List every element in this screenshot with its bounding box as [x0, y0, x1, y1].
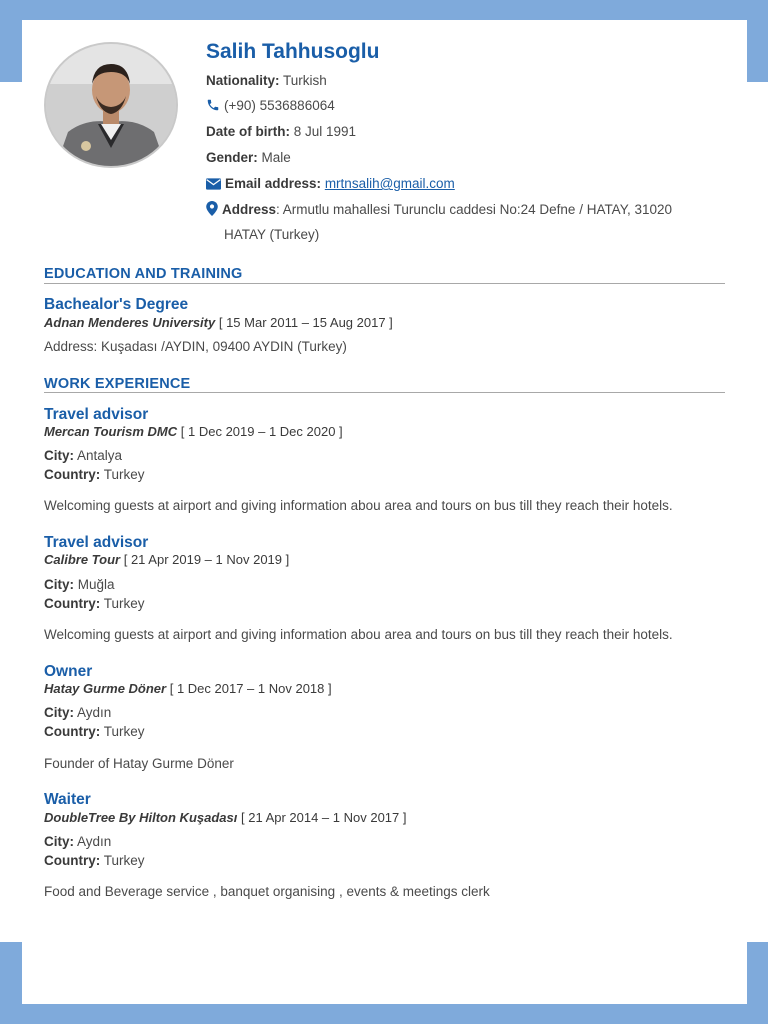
country-label: Country:	[44, 596, 101, 611]
gender-row	[206, 150, 291, 165]
address-line-1: : Armutlu mahallesi Turunclu caddesi No:24 Defne / HATAY, 31020	[276, 202, 672, 217]
work-section-title: WORK EXPERIENCE	[44, 376, 191, 392]
job-city-row	[44, 834, 111, 849]
address-line-2: HATAY (Turkey)	[224, 227, 320, 242]
job-city: Antalya	[77, 448, 123, 463]
phone-value: (+90) 5536886064	[224, 98, 335, 113]
job-role: Waiter	[44, 791, 91, 808]
city-label: City:	[44, 577, 74, 592]
job-dates: [ 1 Dec 2019 – 1 Dec 2020 ]	[180, 424, 343, 439]
email-link[interactable]: mrtnsalih@gmail.com	[324, 176, 455, 191]
education-address-label: Address:	[44, 339, 98, 354]
job-company-row	[44, 424, 343, 439]
job-dates: [ 21 Apr 2014 – 1 Nov 2017 ]	[240, 810, 407, 825]
degree-title: Bachealor's Degree	[44, 296, 189, 313]
job-city: Muğla	[77, 577, 115, 592]
envelope-icon	[206, 178, 221, 193]
country-label: Country:	[44, 853, 101, 868]
city-label: City:	[44, 705, 74, 720]
school-name: Adnan Menderes University	[44, 315, 216, 330]
profile-photo-image	[46, 44, 176, 166]
email-row	[206, 176, 455, 193]
gender-value: Male	[261, 150, 291, 165]
job-description: Welcoming guests at airport and giving information abou area and tours on bus till they reach their hotels.	[44, 627, 673, 642]
job-city: Aydın	[77, 705, 112, 720]
job-country-row	[44, 853, 145, 868]
job-city-row	[44, 448, 122, 463]
address-label: Address	[222, 202, 277, 217]
phone-row	[206, 98, 335, 115]
job-country: Turkey	[103, 853, 145, 868]
country-label: Country:	[44, 467, 101, 482]
job-country: Turkey	[103, 724, 145, 739]
job-country: Turkey	[103, 596, 145, 611]
education-dates: [ 15 Mar 2011 – 15 Aug 2017 ]	[218, 315, 393, 330]
job-city-row	[44, 577, 115, 592]
job-company: DoubleTree By Hilton Kuşadası	[44, 810, 238, 825]
phone-icon	[206, 98, 220, 115]
job-country: Turkey	[103, 467, 145, 482]
education-section-title: EDUCATION AND TRAINING	[44, 266, 243, 282]
job-company-row	[44, 681, 332, 696]
job-company: Hatay Gurme Döner	[44, 681, 167, 696]
job-company-row	[44, 810, 407, 825]
gender-label: Gender:	[206, 150, 258, 165]
job-country-row	[44, 596, 145, 611]
email-label: Email address:	[225, 176, 322, 191]
city-label: City:	[44, 448, 74, 463]
dob-row	[206, 124, 356, 139]
country-label: Country:	[44, 724, 101, 739]
job-dates: [ 21 Apr 2019 – 1 Nov 2019 ]	[123, 552, 290, 567]
job-country-row	[44, 467, 145, 482]
job-city-row	[44, 705, 111, 720]
job-company-row	[44, 552, 289, 567]
person-name: Salih Tahhusoglu	[206, 40, 380, 63]
job-description: Food and Beverage service , banquet organising , events & meetings clerk	[44, 884, 490, 899]
city-label: City:	[44, 834, 74, 849]
job-company: Mercan Tourism DMC	[44, 424, 178, 439]
nationality-value: Turkish	[283, 73, 327, 88]
dob-value: 8 Jul 1991	[293, 124, 357, 139]
profile-photo	[44, 42, 178, 168]
education-address-value: Kuşadası /AYDIN, 09400 AYDIN (Turkey)	[101, 339, 347, 354]
job-description: Founder of Hatay Gurme Döner	[44, 756, 234, 771]
job-role: Travel advisor	[44, 406, 149, 423]
job-city: Aydın	[77, 834, 112, 849]
nationality-label: Nationality:	[206, 73, 280, 88]
job-role: Owner	[44, 663, 93, 680]
nationality-row	[206, 73, 327, 88]
job-description: Welcoming guests at airport and giving information abou area and tours on bus till they reach their hotels.	[44, 498, 673, 513]
work-divider	[44, 392, 725, 393]
education-address-row	[44, 339, 347, 354]
job-role: Travel advisor	[44, 534, 149, 551]
job-country-row	[44, 724, 145, 739]
job-company: Calibre Tour	[44, 552, 121, 567]
job-dates: [ 1 Dec 2017 – 1 Nov 2018 ]	[169, 681, 332, 696]
map-pin-icon	[206, 201, 218, 219]
school-row	[44, 315, 393, 330]
address-row	[206, 201, 672, 219]
education-divider	[44, 283, 725, 284]
dob-label: Date of birth:	[206, 124, 290, 139]
